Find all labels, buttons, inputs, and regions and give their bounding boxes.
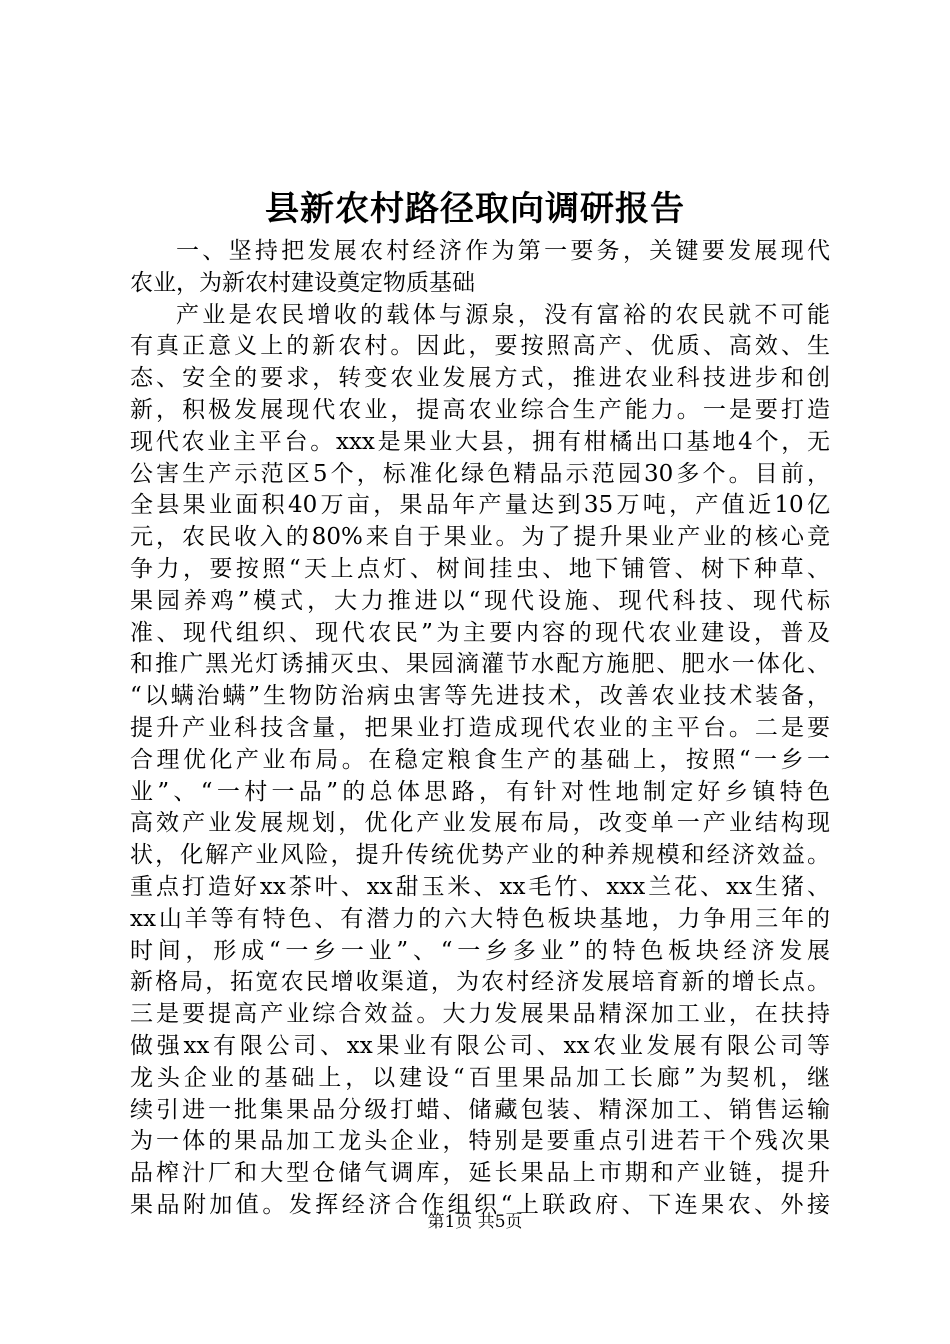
- body-line: 态、安全的要求，转变农业发展方式，推进农业科技进步和创: [130, 365, 830, 392]
- body-line: 合理优化产业布局。在稳定粮食生产的基础上，按照“一乡一: [130, 746, 830, 773]
- body-line: 和推广黑光灯诱捕灭虫、果园滴灌节水配方施肥、肥水一体化、: [130, 651, 830, 678]
- body-line: 时间，形成“一乡一业”、“一乡多业”的特色板块经济发展: [130, 937, 830, 964]
- body-line: 做强xx有限公司、xx果业有限公司、xx农业发展有限公司等: [130, 1032, 830, 1059]
- body-line: 龙头企业的基础上，以建设“百里果品加工长廊”为契机，继: [130, 1064, 830, 1091]
- body-line: 一、坚持把发展农村经济作为第一要务，关键要发展现代: [176, 238, 830, 264]
- body-line: 现代农业主平台。xxx是果业大县，拥有柑橘出口基地4个，无: [130, 428, 830, 455]
- body-line: 准、现代组织、现代农民”为主要内容的现代农业建设，普及: [130, 619, 830, 646]
- body-line: 有真正意义上的新农村。因此，要按照高产、优质、高效、生: [130, 333, 830, 360]
- body-line: 争力，要按照“天上点灯、树间挂虫、地下铺管、树下种草、: [130, 555, 830, 582]
- body-line: 续引进一批集果品分级打蜡、储藏包装、精深加工、销售运输: [130, 1096, 830, 1123]
- body-line: 状，化解产业风险，提升传统优势产业的种养规模和经济效益。: [130, 842, 830, 869]
- document-body: [130, 236, 830, 1222]
- body-line: 果园养鸡”模式，大力推进以“现代设施、现代科技、现代标: [130, 587, 830, 614]
- page-number-footer: 第1页 共5页: [427, 1212, 523, 1232]
- body-line: 重点打造好xx茶叶、xx甜玉米、xx毛竹、xxx兰花、xx生猪、: [130, 873, 830, 900]
- document-title: 县新农村路径取向调研报告: [265, 189, 685, 229]
- body-line: 提升产业科技含量，把果业打造成现代农业的主平台。二是要: [130, 714, 830, 741]
- body-line: 三是要提高产业综合效益。大力发展果品精深加工业，在扶持: [130, 1001, 830, 1028]
- body-line: 公害生产示范区5个，标准化绿色精品示范园30多个。目前，: [130, 460, 830, 487]
- body-line: “以螨治螨”生物防治病虫害等先进技术，改善农业技术装备，: [130, 683, 830, 710]
- body-line: 高效产业发展规划，优化产业发展布局，改变单一产业结构现: [130, 810, 830, 837]
- body-line: 农业，为新农村建设奠定物质基础: [130, 269, 475, 296]
- body-line: 为一体的果品加工龙头企业，特别是要重点引进若干个残次果: [130, 1128, 830, 1155]
- body-line: 产业是农民增收的载体与源泉，没有富裕的农民就不可能: [176, 301, 830, 328]
- body-line: 业”、“一村一品”的总体思路，有针对性地制定好乡镇特色: [130, 778, 830, 805]
- body-line: 全县果业面积40万亩，果品年产量达到35万吨，产值近10亿: [130, 492, 830, 519]
- body-line: 元，农民收入的80%来自于果业。为了提升果业产业的核心竞: [130, 524, 830, 551]
- body-line: 新格局，拓宽农民增收渠道，为农村经济发展培育新的增长点。: [130, 969, 830, 996]
- body-line: 新，积极发展现代农业，提高农业综合生产能力。一是要打造: [130, 396, 830, 423]
- body-line: xx山羊等有特色、有潜力的六大特色板块基地，力争用三年的: [130, 905, 830, 932]
- body-line: 品榨汁厂和大型仓储气调库，延长果品上市期和产业链，提升: [130, 1160, 830, 1187]
- body-line: 果品附加值。发挥经济合作组织“上联政府、下连果农、外接: [130, 1191, 830, 1218]
